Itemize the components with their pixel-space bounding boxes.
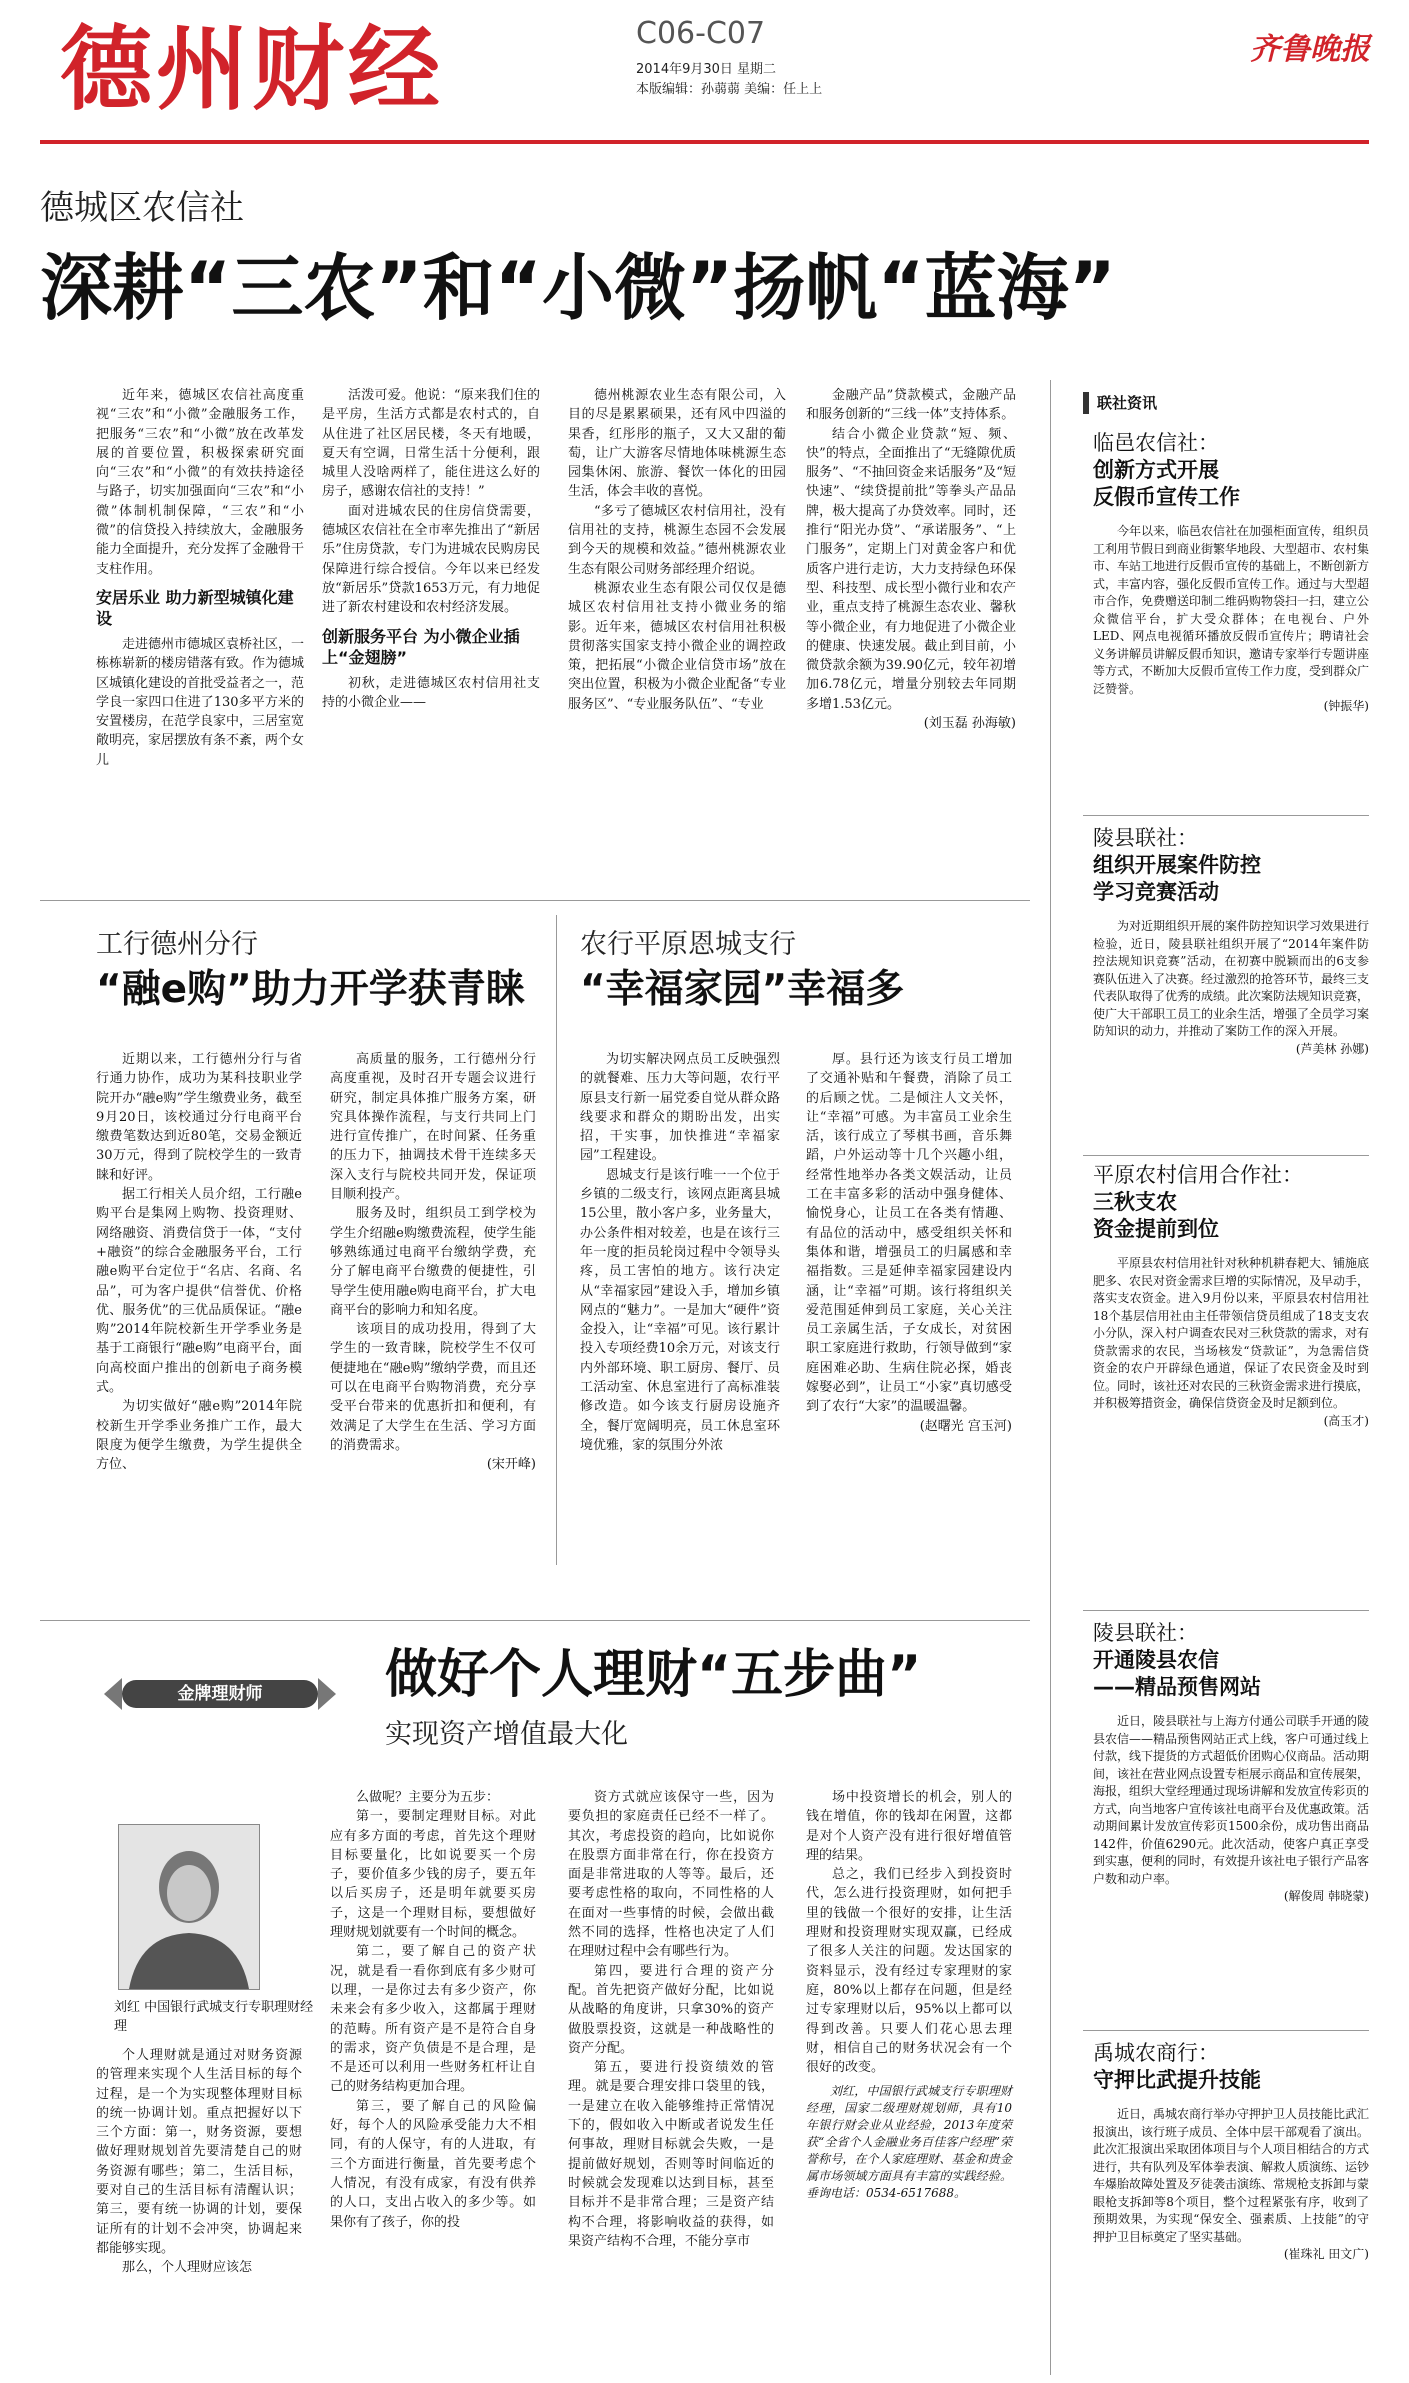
paragraph: 厚。县行还为该支行员工增加了交通补贴和午餐费，消除了员工的后顾之忧。二是倾注人文关怀，让“幸福”可感。为丰富员工业余生活，该行成立了琴棋书画，音乐舞蹈，户外运动等十几个兴趣小组，经常性地举办各类文娱活动，让员工在丰富多彩的活动中强身健体、愉悦身心，让员工在各类有情趣、有品位的活动中，感受组织关怀和集体和谐，增强员工的归属感和幸福指数。三是延伸幸福家园建设内涵，让“幸福”可期。该行将组织关爱范围延伸到员工家庭，关心关注员工亲属生活，子女成长，对贫困职工家庭进行救助，行领导做到“家庭困难必助、生病住院必探，婚丧嫁娶必到”，让员工“小家”真切感受到了农行“大家”的温暖温馨。 bbox=[806, 1052, 1012, 1415]
article2-col1 bbox=[96, 1050, 302, 1475]
paragraph: 结合小微企业贷款“短、频、快”的特点，全面推出了“无缝隙优质服务”、“不抽回资金来话服务”及“短快速”、“续贷提前批”等拳头产品品牌，极大提高了办贷效率。同时，还推行“阳光办贷”、“承诺服务”、“上门服务”，定期上门对黄金客户和优质客户进行走访，大力支持绿色环保型、科技型、成长型小微行业和农产业，重点支持了桃源生态农业、馨秋等小微企业，有力地促进了小微企业的健康、快速发展。截止到目前，小微贷款余额为39.90亿元，较年初增加6.78亿元，增量分别较去年同期多增1.53亿元。 bbox=[806, 426, 1016, 712]
article1-col3 bbox=[568, 386, 786, 714]
sidebar-item bbox=[1093, 1162, 1369, 1430]
article1-kicker: 德城区农信社 bbox=[40, 188, 244, 228]
article2-kicker: 工行德州分行 bbox=[96, 929, 258, 960]
paragraph: 服务及时，组织员工到学校为学生介绍融e购缴费流程，使学生能够熟练通过电商平台缴纳学费，充分了解电商平台缴费的便捷性，引导学生使用融e购电商平台，扩大电商平台的影响力和知名度。 bbox=[330, 1206, 536, 1318]
author-byline: (赵曙光 宫玉河) bbox=[919, 1418, 1012, 1434]
sidebar-item bbox=[1093, 1620, 1369, 1906]
masthead: 德州财经 bbox=[60, 16, 445, 123]
article1-col2 bbox=[322, 386, 540, 712]
date-line: 2014年9月30日 星期二 bbox=[636, 62, 777, 77]
article4-col4 bbox=[806, 1788, 1012, 2202]
paragraph: 资方式就应该保守一些，因为要负担的家庭责任已经不一样了。其次，考虑投资的趋向，比如说你在股票方面非常在行，你在投资方面是非常进取的人等等。最后，还要考虑性格的取向，不同性格的人在面对一些事情的时候，会做出截然不同的选择，性格也决定了人们在理财过程中会有哪些行为。 bbox=[568, 1790, 774, 1960]
sidebar-kicker: 陵县联社： bbox=[1093, 826, 1198, 850]
sidebar-title: ——精品预售网站 bbox=[1093, 1675, 1261, 1699]
paragraph: 近日，陵县联社与上海方付通公司联手开通的陵县农信——精品预售网站正式上线，客户可通过线上付款，线下提货的方式超低价团购心仪商品。活动期间，该社在营业网点设置专柜展示商品和宣传展架，海报，组织大堂经理通过现场讲解和发放宣传彩页的方式，向当地客户宣传该社电商平台及优惠政策。活动期间累计发放宣传彩页1500余份，成功售出商品142件，价值6290元。此次活动，使客户真正享受到实惠，便利的同时，有效提升该社电子银行产品客户数和动户率。 bbox=[1093, 1714, 1370, 1886]
sidebar-title: 守押比武提升技能 bbox=[1093, 2068, 1261, 2092]
article4-col1 bbox=[96, 2046, 302, 2278]
sidebar-title: 资金提前到位 bbox=[1093, 1217, 1219, 1241]
paragraph: 德州桃源农业生态有限公司，入目的尽是累累硕果，还有风中四溢的果香，红彤彤的瓶子，又大又甜的葡萄，让广大游客尽情地体味桃源生态园集休闲、旅游、餐饮一体化的田园生活，体会丰收的喜悦。 bbox=[568, 388, 786, 500]
article3-col1 bbox=[580, 1050, 780, 1455]
paragraph: 第三，要了解自己的风险偏好，每个人的风险承受能力大不相同，有的人保守，有的人进取，有三个方面进行衡量，首先要考虑个人情况，有没有成家，有没有供养的人口，支出占收入的多少等。如果你有了孩子，你的投 bbox=[330, 2098, 536, 2230]
sidebar-kicker: 禹城农商行： bbox=[1093, 2041, 1219, 2065]
subheading: 创新服务平台 为小微企业插上“金翅膀” bbox=[322, 626, 520, 667]
article4-col3 bbox=[568, 1788, 774, 2251]
article1-col1 bbox=[96, 386, 304, 770]
sidebar-separator bbox=[1083, 2030, 1369, 2031]
paragraph: 为对近期组织开展的案件防控知识学习效果进行检验，近日，陵县联社组织开展了“2014年案件防控法规知识竞赛”活动，在初赛中脱颖而出的6支参赛队伍进入了决赛。经过激烈的抢答环节，最终三支代表队取得了优秀的成绩。此次案防法规知识竞赛，使广大干部职工员工的业余生活，增强了全员学习案防知识的动力，并推动了案防工作的深入开展。 bbox=[1093, 919, 1370, 1038]
sidebar-kicker: 临邑农信社： bbox=[1093, 431, 1219, 455]
sidebar-title: 创新方式开展 bbox=[1093, 458, 1219, 482]
sidebar-item bbox=[1093, 430, 1369, 716]
author-byline: (解俊周 韩晓蒙) bbox=[1283, 1889, 1369, 1903]
paragraph: 该项目的成功投用，得到了大学生的一致青睐，院校学生不仅可便捷地在“融e购”缴纳学费，而且还可以在电商平台购物消费，充分享受平台带来的优惠折扣和便利，有效满足了大学生在生活、学习方面的消费需求。 bbox=[330, 1322, 536, 1453]
sidebar-kicker: 陵县联社： bbox=[1093, 1621, 1198, 1645]
author-byline: (宋开峰) bbox=[486, 1457, 536, 1473]
paragraph: 近年来，德城区农信社高度重视“三农”和“小微”金融服务工作，把服务“三农”和“小微”放在改革发展的首要位置，积极探索研究面向“三农”和“小微”的有效扶持途径与路子，切实加强面向“三农”和“小微”体制机制保障，“三农”和“小微”的信贷投入持续放大，金融服务能力全面提升，充分发挥了金融骨干支柱作用。 bbox=[96, 388, 305, 577]
header-divider bbox=[40, 140, 1369, 144]
paragraph: 平原县农村信用社针对秋种机耕春耙大、铺施底肥多、农民对资金需求巨增的实际情况，及早动手，落实支农资金。进入9月份以来，平原县农村信用社18个基层信用社由主任带领信贷员组成了18支支农小分队，深入村户调查农民对三秋贷款的需求，对有贷款需求的农民，当场核发“贷款证”，为急需信贷资金的农户开辟绿色通道，保证了农民资金及时到位。同时，该社还对农民的三秋资金需求进行摸底，并积极筹措资金，确保信贷资金及时足额到位。 bbox=[1093, 1256, 1370, 1410]
sidebar-item bbox=[1093, 825, 1369, 1058]
paragraph: 场中投资增长的机会，别人的钱在增值，你的钱却在闲置，这都是对个人资产没有进行很好增值管理的结果。 bbox=[806, 1790, 1012, 1863]
portrait-icon bbox=[119, 1825, 259, 1989]
paper-logo: 齐鲁晚报 bbox=[1250, 32, 1370, 67]
subheading: 安居乐业 助力新型城镇化建设 bbox=[96, 587, 294, 628]
paragraph: 第四，要进行合理的资产分配。首先把资产做好分配，比如说从战略的角度讲，只拿30%的资产做股票投资，这就是一种战略性的资产分配。 bbox=[568, 1963, 774, 2056]
paragraph: 高质量的服务，工行德州分行高度重视，及时召开专题会议进行研究，制定具体推广服务方案，研究具体操作流程，与支行共同上门进行宣传推广，在时间紧、任务重的压力下，抽调技术骨干连续多天深入支行与院校共同开发，保证项目顺利投产。 bbox=[330, 1052, 536, 1203]
article3-col2 bbox=[806, 1050, 1012, 1436]
paragraph: 为切实解决网点员工反映强烈的就餐难、压力大等问题，农行平原县支行新一届党委自觉从群众路线要求和群众的期盼出发，出实招，干实事，加快推进“幸福家园”工程建设。 bbox=[580, 1052, 780, 1164]
badge-label: 金牌理财师 bbox=[177, 1684, 263, 1704]
paragraph: 总之，我们已经步入到投资时代，怎么进行投资理财，如何把手里的钱做一个很好的安排，让生活理财和投资理财实现双赢，已经成了很多人关注的问题。发达国家的资料显示，没有经过专家理财的家庭，80%以上都存在问题，但是经过专家理财以后，95%以上都可以得到改善。只要人们花心思去理财，相信自己的财务状况会有一个很好的改变。 bbox=[806, 1867, 1012, 2076]
issue-number: C06-C07 bbox=[636, 16, 766, 51]
article2-headline: “融e购”助力开学获青睐 bbox=[96, 967, 525, 1012]
article1-headline: 深耕“三农”和“小微”扬帆“蓝海” bbox=[40, 246, 1116, 330]
paragraph: 第一，要制定理财目标。对此应有多方面的考虑，首先这个理财目标要量化，比如说要买一个房子，要价值多少钱的房子，要五年以后买房子，还是明年就要买房子，这是一个理财目标，要想做好理财规划就要有一个时间的概念。 bbox=[330, 1809, 536, 1941]
article1-col4 bbox=[806, 386, 1016, 733]
paragraph: 桃源农业生态有限公司仅仅是德城区农村信用社支持小微业务的缩影。近年来，德城区农村信用社积极贯彻落实国家支持小微企业的调控政策，把拓展“小微企业信贷市场”放在突出位置，积极为小微企业配备“专业服务区”、“专业服务队伍”、“专业 bbox=[568, 580, 786, 712]
sidebar-title: 三秋支农 bbox=[1093, 1190, 1177, 1214]
sidebar-kicker: 平原农村信用合作社： bbox=[1093, 1163, 1303, 1187]
paragraph: 活泼可爱。他说：“原来我们住的是平房，生活方式都是农村式的，自从住进了社区居民楼，冬天有地暖，夏天有空调，日常生活十分便利，跟城里人没啥两样了，能住进这么好的房子，感谢农信社的支持！” bbox=[322, 388, 540, 500]
sidebar-title: 组织开展案件防控 bbox=[1093, 853, 1261, 877]
paragraph: 面对进城农民的住房信贷需要，德城区农信社在全市率先推出了“新居乐”住房贷款，专门为进城农民购房民保障进行综合授信。今年以来已经发放“新居乐”贷款1653万元，有力地促进了新农村建设和农村经济发展。 bbox=[322, 503, 540, 616]
article4-headline: 做好个人理财“五步曲” bbox=[385, 1645, 922, 1705]
paragraph: 近期以来，工行德州分行与省行通力协作，成功为某科技职业学院开办“融e购”学生缴费业务，截至9月20日，该校通过分行电商平台缴费笔数达到近80笔，交易金额近30万元，得到了院校学生的一致青睐和好评。 bbox=[96, 1052, 302, 1183]
sidebar-title: 反假币宣传工作 bbox=[1093, 485, 1240, 509]
paragraph: 第五，要进行投资绩效的管理。就是要合理安排口袋里的钱，一是建立在收入能够维持正常情况下的，假如收入中断或者说发生任何事故，理财目标就会失败，一是提前做好规划，否则等时间临近的时候就会发现难以达到目标，甚至目标并不是非常合理；三是资产结构不合理，将影响收益的获得，如果资产结构不合理，不能分享市 bbox=[568, 2060, 774, 2249]
column-divider bbox=[556, 915, 557, 1565]
sidebar-separator bbox=[1083, 815, 1369, 816]
author-byline: (高玉才) bbox=[1323, 1413, 1369, 1428]
section-divider bbox=[40, 900, 1030, 901]
paragraph: 恩城支行是该行唯一一个位于乡镇的二级支行，该网点距离县城15公里，散小客户多，业务量大，办公条件相对较差，也是在该行三年一度的拒员轮岗过程中令领导头疼，员工害怕的地方。该行决定从“幸福家园”建设入手，增加乡镇网点的“魅力”。一是加大“硬件”资金投入，让“幸福”可见。该行累计投入专项经费10余万元，对该支行内外部环境、职工厨房、餐厅、员工活动室、休息室进行了高标准装修改造。如今该支行厨房设施齐全，餐厅宽阔明亮，员工休息室环境优雅，家的氛围分外浓 bbox=[580, 1167, 780, 1453]
paragraph: 初秋，走进德城区农村信用社支持的小微企业—— bbox=[322, 675, 540, 710]
author-photo bbox=[118, 1824, 260, 1990]
paragraph: 今年以来，临邑农信社在加强柜面宣传，组织员工利用节假日到商业街繁华地段、大型超市、农村集市、车站工地进行反假币宣传的基础上，不断创新方式，丰富内容，强化反假币宣传工作。通过与大型超市合作，免费赠送印制二维码购物袋扫一扫，建立公众微信平台，扩大受众群体；在电视台、户外LED、网点电视循环播放反假币宣传片；聘请社会义务讲解员讲解反假币知识，邀请专家举行专题讲座等方式，不断加大反假币宣传工作力度，受到群众广泛赞誉。 bbox=[1093, 524, 1370, 696]
sidebar-separator bbox=[1083, 1155, 1369, 1156]
paragraph: 么做呢？主要分为五步： bbox=[356, 1790, 500, 1805]
photo-caption: 刘红 中国银行武城支行专职理财经理 bbox=[114, 2000, 314, 2034]
article4-col2 bbox=[330, 1788, 536, 2232]
sidebar-divider bbox=[1050, 380, 1051, 2375]
article3-headline: “幸福家园”幸福多 bbox=[580, 967, 905, 1012]
sidebar-title: 学习竞赛活动 bbox=[1093, 880, 1219, 904]
section-divider bbox=[40, 1620, 1030, 1621]
paragraph: 据工行相关人员介绍，工行融e购平台是集网上购物、投资理财、网络融资、消费信贷于一体，“支付+融资”的综合金融服务平台，工行融e购平台定位于“名店、名商、名品”，可为客户提供“信誉优、价格优、服务优”的三优品质保证。“融e购”2014年院校新生开学季业务是基于工商银行“融e购”电商平台，面向高校面户推出的创新电子商务模式。 bbox=[96, 1187, 302, 1396]
paragraph: 第二，要了解自己的资产状况，就是看一看你到底有多少财可以理，一是你过去有多少资产，你未来会有多少收入，这都属于理财的范畴。所有资产是不是符合自身的需求，资产负债是不是合理，是不是还可以利用一些财务杠杆让自己的财务结构更加合理。 bbox=[330, 1944, 536, 2095]
paragraph: 个人理财就是通过对财务资源的管理来实现个人生活目标的每个过程，是一个为实现整体理财目标的统一协调计划。重点把握好以下三个方面：第一，财务资源，要想做好理财规划首先要清楚自己的财务资源有哪些；第二，生活目标，要对自己的生活目标有清醒认识；第三，要有统一协调的计划，要保证所有的计划不会冲突，协调起来都能够实现。 bbox=[96, 2048, 302, 2256]
editor-line: 本版编辑：孙蒻蒻 美编：任上上 bbox=[636, 82, 823, 97]
sidebar-separator bbox=[1083, 1610, 1369, 1611]
article3-kicker: 农行平原恩城支行 bbox=[580, 929, 796, 960]
paragraph: 走进德州市德城区袁桥社区，一栋栋崭新的楼房错落有致。作为德城区城镇化建设的首批受益者之一，范学良一家四口住进了130多平方米的安置楼房，在范学良家中，三居室宽敞明亮，家居摆放有条不紊，两个女儿 bbox=[96, 636, 305, 768]
sidebar-title: 开通陵县农信 bbox=[1093, 1648, 1219, 1672]
author-note: 刘红，中国银行武城支行专职理财经理，国家二级理财规划师，具有10年银行财会业从业经验，2013年度荣获“全省个人金融业务百佳客户经理”荣誉称号，在个人家庭理财、基金和贵金属市场领域方面具有丰富的实践经验。垂询电话：0534-6517688。 bbox=[806, 2084, 1012, 2201]
paragraph: 金融产品”贷款模式，金融产品和服务创新的“三线一体”支持体系。 bbox=[806, 388, 1016, 423]
article2-col2 bbox=[330, 1050, 536, 1475]
author-byline: (钟振华) bbox=[1323, 699, 1369, 713]
paragraph: “多亏了德城区农村信用社，没有信用社的支持，桃源生态园不会发展到今天的规模和效益。”德州桃源农业生态有限公司财务部经理介绍说。 bbox=[568, 503, 786, 577]
author-byline: (芦美林 孙娜) bbox=[1295, 1041, 1369, 1056]
article4-subheadline: 实现资产增值最大化 bbox=[385, 1719, 628, 1750]
paragraph: 近日，禹城农商行举办守押护卫人员技能比武汇报演出，该行班子成员、全体中层干部观看了演出。此次汇报演出采取团体项目与个人项目相结合的方式进行，共有队列及军体拳表演、解救人质演练、运钞车爆胎故障处置及歹徒袭击演练、常规枪支拆卸与蒙眼枪支拆卸等8个项目，整个过程紧张有序，收到了预期效果，为实现“保安全、强素质、上技能”的守押护卫目标奠定了坚实基础。 bbox=[1093, 2107, 1370, 2244]
paragraph: 为切实做好“融e购”2014年院校新生开学季业务推广工作，最大限度为便学生缴费，为学生提供全方位、 bbox=[96, 1399, 302, 1473]
sidebar-item bbox=[1093, 2040, 1369, 2264]
author-byline: (崔珠礼 田文广) bbox=[1283, 2247, 1369, 2261]
author-byline: (刘玉磊 孙海敏) bbox=[923, 716, 1016, 732]
sidebar-label: 联社资讯 bbox=[1083, 392, 1217, 414]
date-info bbox=[636, 60, 822, 100]
paragraph: 那么，个人理财应该怎 bbox=[122, 2260, 253, 2276]
